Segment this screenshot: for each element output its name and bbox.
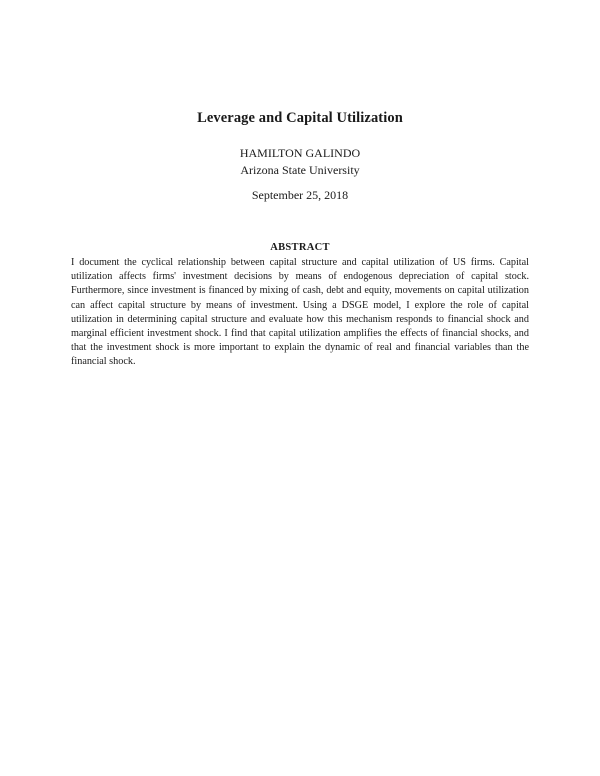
abstract-heading: ABSTRACT: [270, 242, 330, 253]
author-name: HAMILTON GALINDO: [239, 146, 361, 160]
author-affiliation: Arizona State University: [240, 163, 360, 177]
paper-date: September 25, 2018: [251, 188, 349, 202]
abstract-body: I document the cyclical relationship between capital structure and capital utilization of US firms. Capital utilization affects firms' investment decisions by means of endogenous depreciation of capital stock. Furthermore, since investment is financed by mixing of cash, debt and equity, movements on capital utilization can affect capital structure by means of investment. Using a DSGE model, I explore the role of capital utilization in determining capital structure and evaluate how this mechanism responds to financial shock and marginal efficient investment shock. I find that capital utilization amplifies the effects of financial shocks, and that the investment shock is more important to explain the dynamic of real and financial variables than the financial shock.: [71, 257, 529, 368]
paper-title: Leverage and Capital Utilization: [197, 110, 403, 126]
